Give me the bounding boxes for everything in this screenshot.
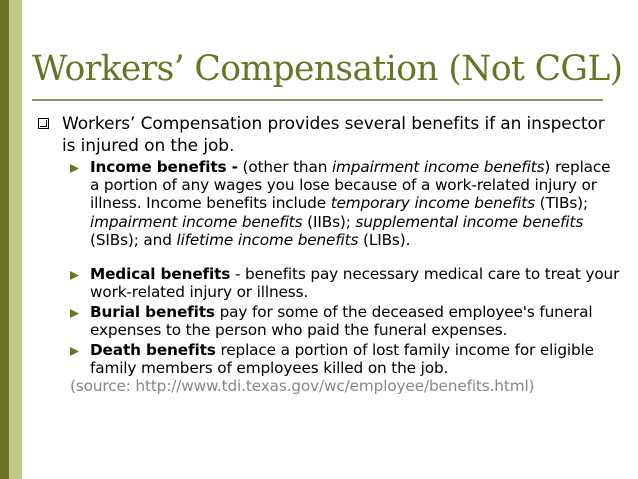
benefit-name: Income benefits -	[90, 158, 238, 176]
benefit-name: Death benefits	[90, 341, 216, 359]
benefit-name: Medical benefits	[90, 265, 231, 283]
benefit-term: impairment income benefits	[331, 158, 545, 176]
title-divider	[32, 99, 603, 101]
benefit-term: supplemental income benefits	[355, 212, 584, 231]
main-bullet	[38, 113, 618, 157]
benefit-term: lifetime income benefits	[176, 230, 359, 249]
benefit-description: (SIBs); and	[90, 230, 177, 249]
square-bullet-icon	[38, 118, 49, 129]
benefit-description: pay for some of the deceased employee's funeral expenses to the person who paid the funeral expenses.	[90, 303, 593, 340]
benefit-text	[90, 158, 620, 249]
benefit-item-medical	[70, 265, 620, 301]
arrow-bullet-icon	[70, 347, 79, 356]
benefit-description: (IIBs);	[302, 212, 356, 231]
benefit-description: (TIBs);	[534, 194, 588, 213]
main-bullet-text: Workers’ Compensation provides several benefits if an inspector is injured on the job.	[62, 114, 605, 156]
benefit-description: (LIBs).	[358, 230, 411, 249]
benefit-description: replace a portion of lost family income for eligible family members of employees killed on the job.	[90, 341, 594, 378]
benefit-item-burial	[70, 303, 620, 339]
benefit-description: ) replace a portion of any wages you lose because of a work-related injury or illness. Income benefits include	[90, 158, 611, 213]
benefit-item-income	[70, 158, 620, 249]
arrow-bullet-icon	[70, 309, 79, 318]
side-bar-dark	[0, 0, 9, 479]
benefit-item-death	[70, 341, 620, 377]
side-bar-light	[9, 0, 22, 479]
benefit-text	[90, 303, 620, 339]
arrow-bullet-icon	[70, 271, 79, 280]
benefit-term: impairment income benefits	[90, 212, 303, 231]
benefit-description: (other than	[237, 158, 332, 176]
benefit-text	[90, 265, 620, 301]
arrow-bullet-icon	[70, 164, 79, 173]
benefit-text	[90, 341, 620, 377]
benefit-term: temporary income benefits	[330, 194, 535, 213]
benefit-description: - benefits pay necessary medical care to treat your work-related injury or illness.	[90, 265, 620, 302]
slide-title: Workers’ Compensation (Not CGL)	[32, 49, 623, 89]
benefit-name: Burial benefits	[90, 303, 215, 321]
source-citation: (source: http://www.tdi.texas.gov/wc/employee/benefits.html)	[70, 377, 535, 395]
